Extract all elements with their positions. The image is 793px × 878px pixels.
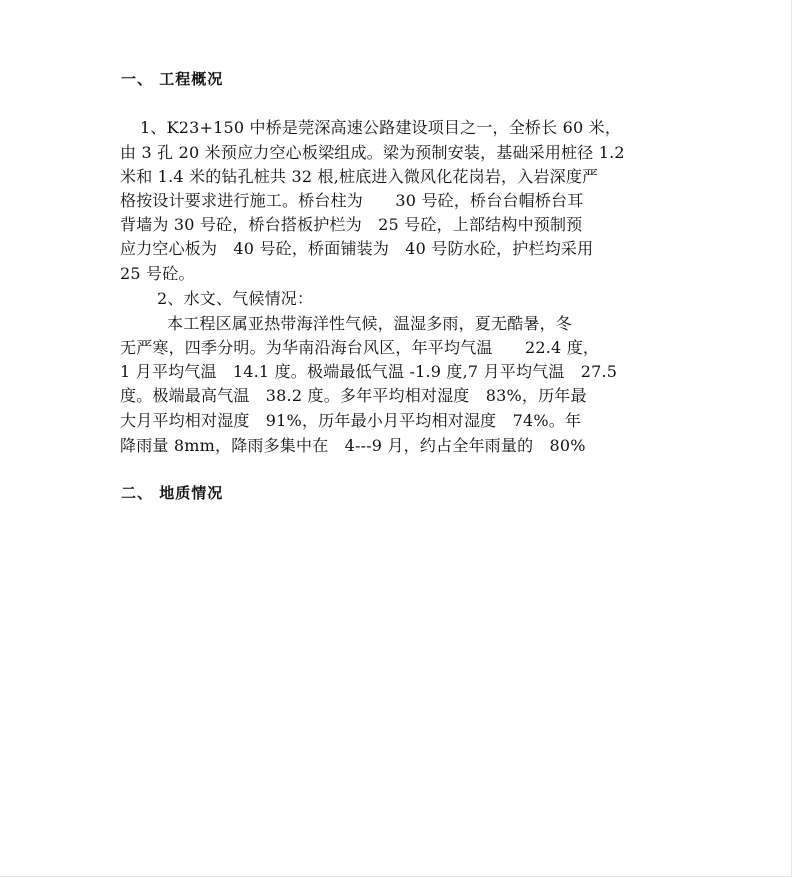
paragraph-line: 米和 1.4 米的钻孔桩共 32 根,桩底进入微风化花岗岩，入岩深度严 (120, 167, 599, 186)
paragraph-line: 25 号砼。 (120, 264, 195, 283)
section-heading-project-overview: 一、 工程概况 (121, 70, 224, 88)
paragraph-line: 由 3 孔 20 米预应力空心板梁组成。梁为预制安装，基础采用桩径 1.2 (120, 143, 625, 162)
paragraph-line: 1、K23+150 中桥是莞深高速公路建设项目之一，全桥长 60 米， (140, 118, 622, 137)
paragraph-line: 无严寒，四季分明。为华南沿海台风区，年平均气温 22.4 度， (120, 338, 600, 357)
paragraph-line: 背墙为 30 号砼，桥台搭板护栏为 25 号砼，上部结构中预制预 (120, 215, 583, 234)
paragraph-line: 应力空心板为 40 号砼，桥面铺装为 40 号防水砼，护栏均采用 (120, 239, 594, 258)
paragraph-line: 格按设计要求进行施工。桥台柱为 30 号砼，桥台台帽桥台耳 (120, 191, 584, 210)
subsection-title-hydrology-climate: 2、水文、气候情况： (157, 289, 314, 308)
paragraph-line: 度。极端最高气温 38.2 度。多年平均相对湿度 83%，历年最 (120, 386, 587, 405)
paragraph-line: 降雨量 8mm，降雨多集中在 4---9 月，约占全年雨量的 80% (120, 436, 586, 455)
paragraph-line: 大月平均相对湿度 91%，历年最小月平均相对湿度 74%。年 (120, 411, 582, 430)
section-heading-geology: 二、 地质情况 (121, 484, 224, 502)
paragraph-line: 1 月平均气温 14.1 度。极端最低气温 -1.9 度,7 月平均气温 27.5 (120, 362, 618, 381)
paragraph-line: 本工程区属亚热带海洋性气候，温湿多雨，夏无酷暑，冬 (167, 314, 573, 333)
